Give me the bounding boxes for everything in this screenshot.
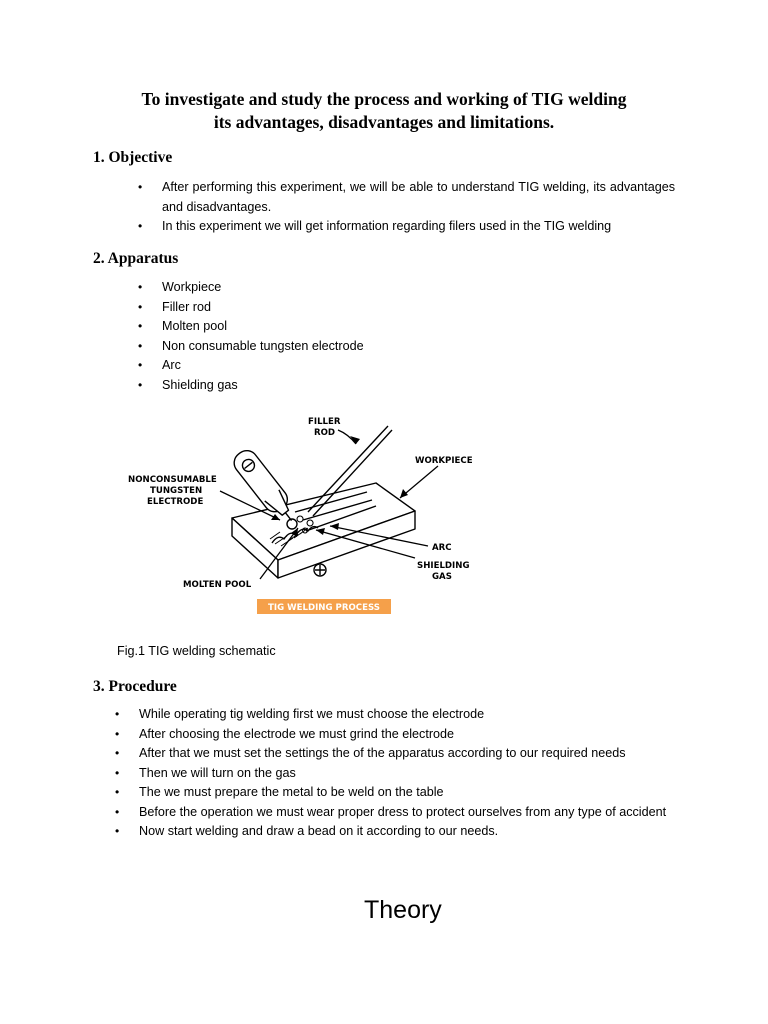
bullet-icon: •: [138, 280, 143, 294]
list-item-text: Filler rod: [162, 299, 211, 314]
list-item: [115, 725, 675, 745]
bullet-icon: •: [115, 707, 120, 721]
label-filler-rod-2: ROD: [314, 428, 336, 438]
positive-sign: [315, 565, 325, 575]
bullet-icon: •: [138, 180, 143, 194]
list-item: [115, 803, 675, 823]
list-item-text: After that we must set the settings the of the apparatus according to our required needs: [139, 746, 626, 760]
list-item-text: Non consumable tungsten electrode: [162, 338, 364, 353]
label-arc: ARC: [432, 543, 452, 553]
label-workpiece: WORKPIECE: [415, 456, 473, 466]
list-item: [138, 317, 562, 337]
list-item-text: Molten pool: [162, 319, 228, 333]
list-item-text: Then we will turn on the gas: [139, 765, 296, 780]
tig-welding-schematic: [120, 408, 480, 623]
list-item: [138, 356, 562, 376]
figure-banner-text: TIG WELDING PROCESS: [268, 603, 380, 613]
bullet-icon: •: [138, 219, 143, 233]
bullet-icon: •: [115, 785, 120, 799]
list-item-text: After choosing the electrode we must grind the electrode: [139, 726, 455, 741]
list-item: [138, 376, 562, 396]
list-item: [138, 298, 562, 318]
list-item-text: While operating tig welding first we must choose the electrode: [139, 707, 485, 721]
bullet-icon: •: [115, 726, 120, 741]
apparatus-heading: 2. Apparatus: [93, 250, 179, 267]
list-item: [115, 822, 675, 842]
bullet-icon: •: [138, 358, 143, 372]
list-item: [138, 217, 675, 237]
list-item-text: After performing this experiment, we will be able to understand TIG welding, its advantages and disadvantages.: [162, 180, 675, 214]
label-shielding-gas-1: SHIELDING: [417, 561, 470, 571]
label-filler-rod-1: FILLER: [308, 417, 341, 427]
list-item-text: Now start welding and draw a bead on it according to our needs.: [139, 824, 499, 838]
bullet-icon: •: [138, 377, 143, 392]
label-electrode-3: ELECTRODE: [147, 497, 204, 507]
list-item-text: Arc: [162, 358, 181, 372]
objective-list: [138, 178, 675, 237]
arrowhead: [400, 489, 408, 498]
bullet-icon: •: [138, 299, 143, 314]
list-item: [138, 337, 562, 357]
title-line-2: its advantages, disadvantages and limitations.: [213, 112, 555, 132]
label-electrode-2: TUNGSTEN: [150, 486, 203, 496]
bullet-icon: •: [138, 319, 143, 333]
list-item: [115, 783, 675, 803]
list-item-text: Before the operation we must wear proper dress to protect ourselves from any type of accident: [139, 804, 667, 819]
list-item: [115, 705, 675, 725]
list-item: [115, 744, 675, 764]
procedure-list: [115, 705, 675, 842]
list-item-text: The we must prepare the metal to be weld on the table: [139, 785, 444, 799]
list-item: [138, 278, 562, 298]
label-shielding-gas-2: GAS: [432, 572, 452, 582]
procedure-heading: 3. Procedure: [93, 678, 177, 695]
label-electrode-1: NONCONSUMABLE: [128, 475, 217, 485]
bullet-icon: •: [115, 824, 120, 838]
bullet-icon: •: [115, 804, 120, 819]
label-molten-pool: MOLTEN POOL: [183, 580, 252, 590]
bullet-icon: •: [115, 746, 120, 760]
list-item: [138, 178, 675, 217]
theory-heading: Theory: [364, 896, 442, 924]
list-item-text: In this experiment we will get information regarding filers used in the TIG welding: [162, 219, 612, 233]
apparatus-list: [138, 278, 562, 395]
figure-caption: Fig.1 TIG welding schematic: [117, 644, 276, 658]
bullet-icon: •: [115, 765, 120, 780]
objective-heading: 1. Objective: [93, 149, 173, 166]
document-title: [60, 88, 708, 134]
list-item: [115, 764, 675, 784]
bullet-icon: •: [138, 338, 143, 353]
list-item-text: Shielding gas: [162, 377, 238, 392]
list-item-text: Workpiece: [162, 280, 222, 294]
title-line-1: To investigate and study the process and working of TIG welding: [141, 89, 627, 109]
tig-welding-diagram: [120, 408, 480, 623]
